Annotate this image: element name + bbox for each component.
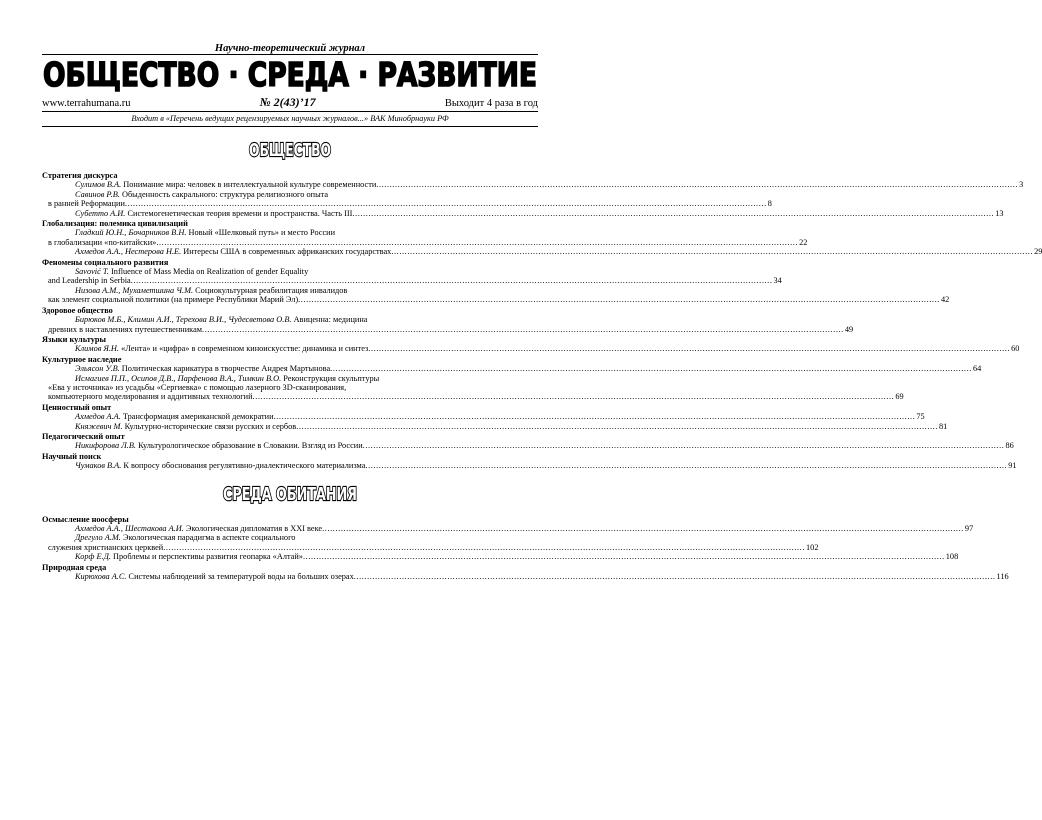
journal-title-text: ОБЩЕСТВО · СРЕДА · РАЗВИТИЕ bbox=[43, 55, 537, 94]
entry-text-wrap bbox=[75, 422, 296, 431]
toc-entry[interactable] bbox=[42, 461, 1017, 471]
header-meta bbox=[42, 95, 538, 111]
entry-title: Обыденность сакрального: структура религиозного опыта bbox=[121, 189, 329, 199]
entry-text-wrap bbox=[75, 412, 274, 421]
category-heading: Осмысление ноосферы bbox=[42, 514, 129, 524]
page-number: 34 bbox=[773, 276, 782, 286]
entry-line bbox=[42, 208, 1004, 218]
toc-entry[interactable] bbox=[42, 533, 819, 552]
category-heading: Здоровое общество bbox=[42, 305, 113, 315]
dot-leader: ................................................................................................................................................................................................................................................ bbox=[376, 180, 1019, 190]
entry-text-wrap bbox=[75, 286, 347, 295]
entry-text-wrap bbox=[75, 572, 354, 581]
entry-line bbox=[42, 247, 1042, 257]
entry-title: Культурно-исторические связи русских и сербов bbox=[124, 421, 297, 431]
entry-line bbox=[42, 237, 808, 247]
dot-leader: ................................................................................................................................................................................................................................................ bbox=[302, 552, 945, 562]
entry-line bbox=[42, 364, 982, 374]
entry-title: Понимание мира: человек в интеллектуальной культуре современности bbox=[123, 180, 377, 190]
entry-title: Авиценна: медицина bbox=[293, 315, 368, 325]
entry-title: Новый «Шелковый путь» и место России bbox=[188, 228, 336, 238]
toc-entry[interactable] bbox=[42, 344, 1020, 354]
page-number: 60 bbox=[1011, 344, 1020, 354]
toc-entry[interactable] bbox=[42, 180, 1024, 190]
entry-title: Политическая карикатура в творчестве Андрея Мартынова bbox=[121, 364, 331, 374]
dot-leader: ................................................................................................................................................................................................................................................ bbox=[298, 295, 940, 305]
entry-author: Никифорова Л.В. bbox=[75, 441, 136, 451]
entry-line bbox=[42, 228, 538, 237]
entry-line bbox=[42, 412, 925, 422]
entry-author: Гладкий Ю.Н., Бочарников В.Н. bbox=[75, 228, 187, 238]
dot-leader: ................................................................................................................................................................................................................................................ bbox=[362, 441, 1005, 451]
toc-entry[interactable] bbox=[42, 524, 974, 533]
page-number: 108 bbox=[945, 552, 959, 562]
toc-entry[interactable] bbox=[42, 189, 772, 209]
entry-author: Бирюков М.Б., Климин А.И., Терехова В.И., Чудесветова О.В. bbox=[75, 315, 292, 325]
entry-text-wrap bbox=[75, 344, 368, 353]
toc-entry[interactable] bbox=[42, 315, 854, 334]
page-number: 116 bbox=[996, 572, 1009, 582]
entry-title: Системы наблюдений за температурой воды на больших озерах bbox=[128, 572, 354, 582]
entry-text-wrap bbox=[48, 392, 253, 401]
dot-leader: ................................................................................................................................................................................................................................................ bbox=[365, 461, 1008, 471]
entry-text-wrap bbox=[75, 209, 352, 218]
entry-title: в глобализации «по-китайски» bbox=[48, 237, 157, 247]
entry-line bbox=[42, 315, 538, 324]
toc-entry[interactable] bbox=[42, 441, 1014, 451]
dot-leader: ................................................................................................................................................................................................................................................ bbox=[352, 208, 995, 218]
entry-title: Культурологическое образование в Словакии. Взгляд из России bbox=[138, 441, 363, 451]
entry-text-wrap bbox=[75, 364, 330, 373]
entry-line bbox=[42, 392, 904, 402]
entry-text-wrap bbox=[75, 315, 367, 324]
entry-text-wrap bbox=[48, 383, 346, 392]
entry-line bbox=[42, 267, 538, 276]
section-heading-text: СРЕДА ОБИТАНИЯ bbox=[223, 483, 357, 505]
entry-text-wrap bbox=[75, 374, 379, 383]
dot-leader: ................................................................................................................................................................................................................................................ bbox=[368, 344, 1011, 354]
entry-text-wrap bbox=[48, 295, 298, 304]
vak-notice: Входит в «Перечень ведущих рецензируемых научных журналов...» ВАК Минобрнауки РФ bbox=[131, 114, 449, 123]
entry-title: К вопросу обоснования регулятивно-диалектического материализма bbox=[123, 461, 366, 471]
entry-text-wrap bbox=[75, 441, 363, 450]
entry-author: Исмагиев П.П., Осипов Д.В., Парфенова В.А., Тимкин В.О. bbox=[75, 373, 282, 383]
entry-text-wrap bbox=[48, 325, 202, 334]
toc-entry[interactable] bbox=[42, 247, 1042, 257]
page-number: 97 bbox=[964, 524, 974, 533]
entry-line bbox=[42, 324, 854, 334]
entry-line bbox=[42, 180, 1024, 190]
dot-leader: ................................................................................................................................................................................................................................................ bbox=[330, 364, 972, 374]
entry-author: Ахмедов А.А., Нестерова Н.Е. bbox=[75, 247, 182, 257]
entry-line bbox=[42, 461, 1017, 471]
entry-line bbox=[42, 572, 1009, 582]
entry-text-wrap bbox=[75, 180, 376, 189]
category-heading: Культурное наследие bbox=[42, 354, 122, 364]
page-number: 64 bbox=[972, 364, 982, 374]
entry-text-wrap bbox=[48, 238, 156, 247]
category-heading: Феномены социального развития bbox=[42, 257, 169, 267]
entry-line bbox=[42, 441, 1014, 451]
toc-entry[interactable] bbox=[42, 267, 782, 286]
entry-author: Низова А.М., Мухаметшина Ч.М. bbox=[75, 285, 194, 295]
entry-title: Influence of Mass Media on Realization of gender Equality bbox=[111, 267, 309, 277]
section-heading bbox=[42, 481, 538, 505]
page-number: 102 bbox=[806, 542, 819, 552]
toc-entry[interactable] bbox=[42, 373, 904, 402]
page-number: 8 bbox=[767, 199, 772, 209]
toc-entry[interactable] bbox=[42, 228, 808, 247]
entry-line bbox=[42, 542, 819, 552]
entry-title: Реконструкция скульптуры bbox=[283, 373, 380, 383]
entry-title: древних в наставлениях путешественникам bbox=[48, 324, 203, 334]
entry-author: Дрегуло А.М. bbox=[75, 533, 121, 543]
entry-line bbox=[42, 344, 1020, 354]
page-number: 91 bbox=[1008, 461, 1017, 471]
dot-leader: ................................................................................................................................................................................................................................................ bbox=[322, 524, 964, 533]
entry-line bbox=[42, 286, 538, 295]
entry-title: компьютерного моделирования и аддитивных технологий bbox=[48, 392, 253, 402]
toc-entry[interactable] bbox=[42, 364, 982, 374]
entry-author: Княжевич М. bbox=[75, 421, 123, 431]
entry-title: Проблемы и перспективы развития геопарка «Алтай» bbox=[113, 552, 303, 562]
entry-line bbox=[42, 190, 538, 199]
dot-leader: ................................................................................................................................................................................................................................................ bbox=[202, 324, 844, 334]
entry-author: Кирюхова А.С. bbox=[75, 572, 127, 582]
entry-text-wrap bbox=[75, 190, 328, 199]
entry-text-wrap bbox=[75, 247, 391, 256]
entry-title: Трансформация американской демократии bbox=[122, 412, 274, 422]
entry-text-wrap bbox=[75, 533, 295, 542]
category-heading: Языки культуры bbox=[42, 334, 106, 344]
dot-leader: ................................................................................................................................................................................................................................................ bbox=[391, 247, 1034, 257]
page-number: 22 bbox=[799, 237, 808, 247]
dot-leader: ................................................................................................................................................................................................................................................ bbox=[124, 199, 767, 209]
page-number: 49 bbox=[844, 324, 854, 334]
category-heading: Педагогический опыт bbox=[42, 431, 125, 441]
toc-entry[interactable] bbox=[42, 285, 950, 305]
dot-leader: ................................................................................................................................................................................................................................................ bbox=[163, 542, 806, 552]
entry-line bbox=[42, 533, 538, 542]
entry-line bbox=[42, 524, 974, 533]
entry-title: Системогенетическая теория времени и пространства. Часть III bbox=[127, 208, 353, 218]
page-number: 86 bbox=[1005, 441, 1014, 451]
entry-line bbox=[42, 276, 782, 286]
entry-title: Интересы США в современных африканских государствах bbox=[183, 247, 392, 257]
entry-text-wrap bbox=[48, 543, 163, 552]
dot-leader: ................................................................................................................................................................................................................................................ bbox=[252, 392, 895, 402]
entry-line bbox=[42, 374, 538, 383]
entry-title: «Ева у источника» из усадьбы «Сергиевка» с помощью лазерного 3D-сканирования, bbox=[48, 382, 347, 392]
dot-leader: ................................................................................................................................................................................................................................................ bbox=[353, 572, 996, 582]
toc-entry[interactable] bbox=[42, 208, 1004, 218]
dot-leader: ................................................................................................................................................................................................................................................ bbox=[130, 276, 773, 286]
frequency: Выходит 4 раза в год bbox=[444, 98, 538, 109]
entry-author: Чумаков В.А. bbox=[75, 461, 122, 471]
dot-leader: ................................................................................................................................................................................................................................................ bbox=[156, 237, 799, 247]
entry-line bbox=[42, 199, 772, 209]
entry-title: Экологическая парадигма в аспекте социального bbox=[122, 533, 296, 543]
entry-line bbox=[42, 295, 950, 305]
page-number: 81 bbox=[939, 421, 948, 431]
entry-author: Эльясон У.В. bbox=[75, 364, 120, 374]
category-heading: Научный поиск bbox=[42, 451, 102, 461]
entry-line bbox=[42, 421, 948, 431]
website-link[interactable]: www.terrahumana.ru bbox=[42, 98, 131, 109]
page-number: 29 bbox=[1034, 247, 1042, 257]
toc-entry[interactable] bbox=[42, 412, 925, 422]
entry-text-wrap bbox=[48, 276, 131, 285]
journal-type: Научно-теоретический журнал bbox=[214, 43, 366, 54]
toc-page bbox=[42, 0, 1042, 582]
entry-title: служения христианских церквей bbox=[48, 542, 164, 552]
category-heading: Ценностный опыт bbox=[42, 402, 112, 412]
toc-entry[interactable] bbox=[42, 421, 948, 431]
toc-entry[interactable] bbox=[42, 572, 1009, 582]
entry-text-wrap bbox=[48, 199, 125, 208]
entry-text-wrap bbox=[75, 524, 322, 533]
toc-entry[interactable] bbox=[42, 552, 959, 562]
entry-title: «Лента» и «цифра» в современном киноискусстве: динамика и синтез bbox=[121, 344, 369, 354]
entry-title: в ранней Реформации bbox=[48, 199, 125, 209]
category-heading: Стратегия дискурса bbox=[42, 171, 118, 180]
dot-leader: ................................................................................................................................................................................................................................................ bbox=[296, 421, 939, 431]
entry-title: and Leadership in Serbia bbox=[48, 276, 131, 286]
page-number: 69 bbox=[895, 392, 904, 402]
entry-line bbox=[42, 552, 959, 562]
table-of-contents bbox=[42, 137, 1042, 582]
entry-text-wrap bbox=[75, 461, 365, 470]
entry-line bbox=[42, 383, 538, 392]
entry-author: Ахмедов А.А. bbox=[75, 412, 121, 422]
issue-number: № 2(43)’17 bbox=[259, 95, 316, 109]
entry-author: Климов Я.Н. bbox=[75, 344, 119, 354]
entry-title: как элемент социальной политики (на примере Республики Марий Эл) bbox=[48, 295, 299, 305]
header-rule-bottom bbox=[42, 126, 538, 127]
entry-text-wrap bbox=[75, 228, 335, 237]
category-heading: Глобализация: полемика цивилизаций bbox=[42, 219, 188, 229]
section-heading bbox=[42, 137, 538, 161]
entry-author: Субетто А.И. bbox=[75, 208, 126, 218]
journal-title bbox=[42, 55, 538, 94]
page-number: 3 bbox=[1019, 180, 1024, 190]
entry-author: Сулимов В.А. bbox=[75, 180, 122, 190]
section-heading-text: ОБЩЕСТВО bbox=[249, 140, 331, 161]
entry-text-wrap bbox=[75, 267, 308, 276]
category-heading: Природная среда bbox=[42, 562, 107, 572]
entry-text-wrap bbox=[75, 552, 303, 561]
page-number: 13 bbox=[995, 208, 1004, 218]
entry-author: Корф Е.Д. bbox=[75, 552, 111, 562]
page-number: 75 bbox=[916, 412, 925, 422]
entry-title: Социокультурная реабилитация инвалидов bbox=[195, 285, 348, 295]
dot-leader: ................................................................................................................................................................................................................................................ bbox=[273, 412, 916, 422]
entry-author: Савинов Р.В. bbox=[75, 189, 120, 199]
entry-author: Savović T. bbox=[75, 267, 109, 277]
entry-title: Экологическая дипломатия в XXI веке bbox=[185, 524, 323, 533]
page-number: 42 bbox=[940, 295, 950, 305]
entry-author: Ахмедов А.А., Шестакова А.И. bbox=[75, 524, 184, 533]
